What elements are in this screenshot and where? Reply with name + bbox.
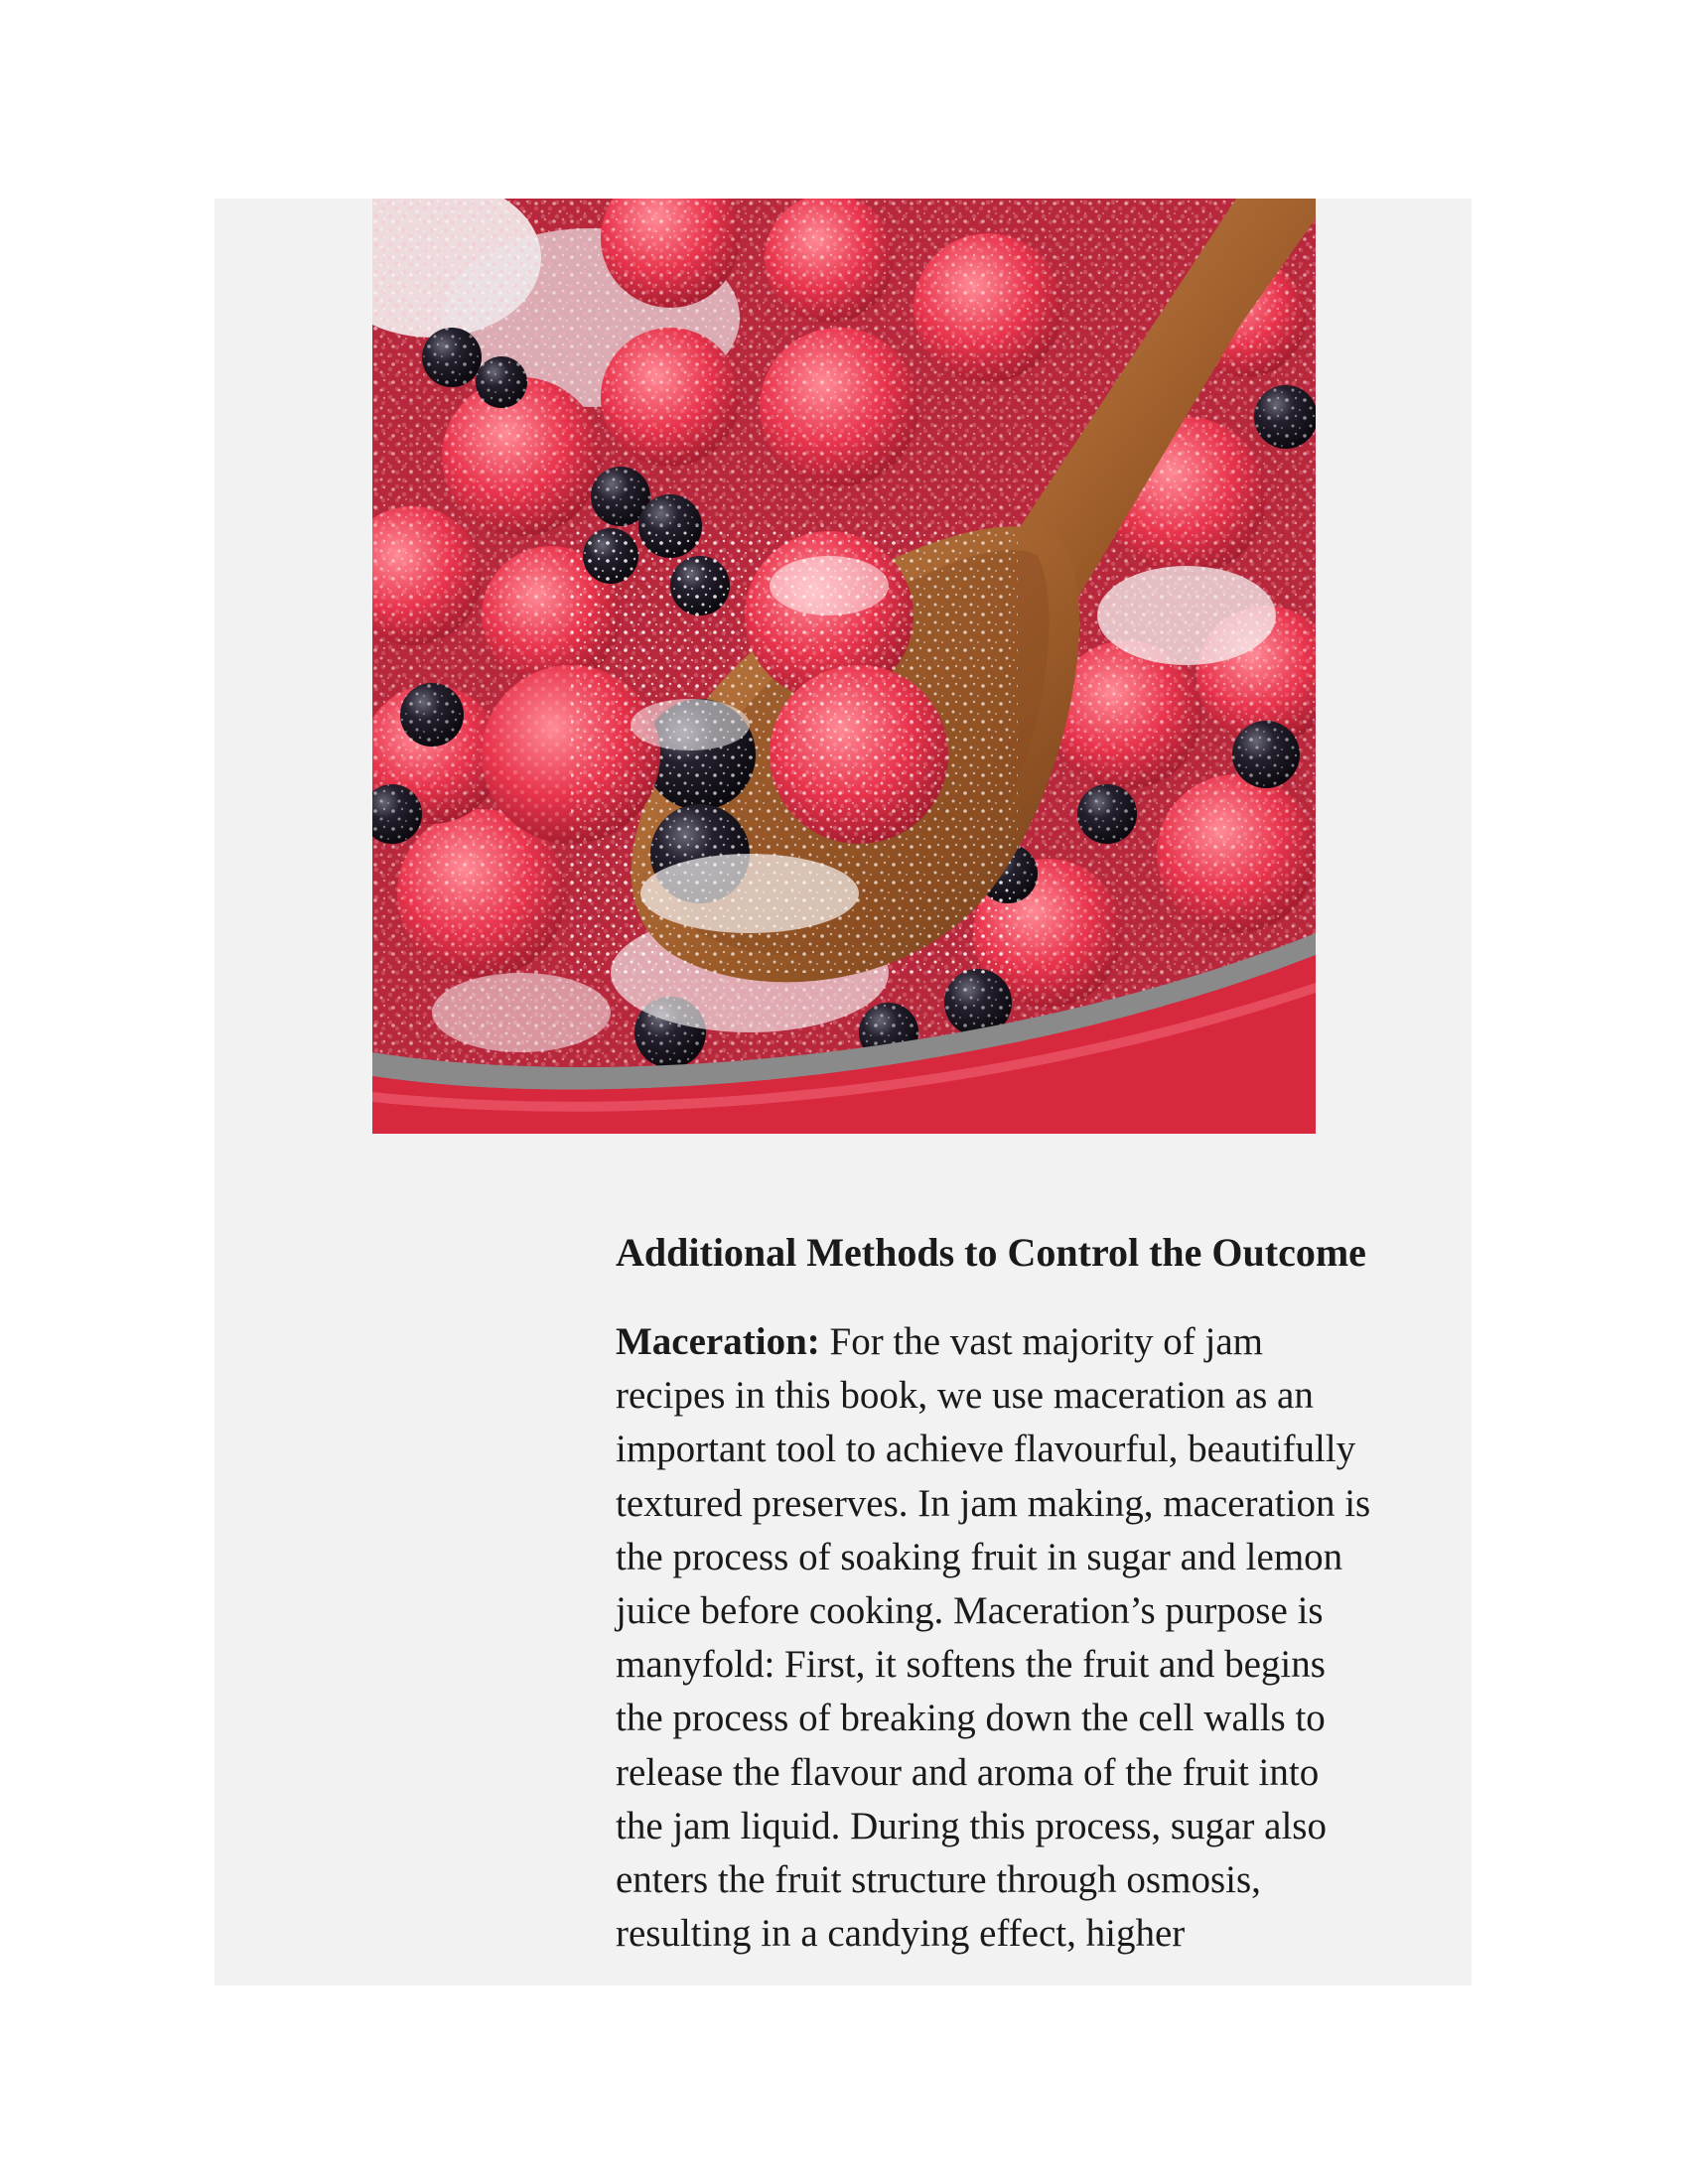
paragraph-line: enters the fruit structure through osmosis, <box>616 1858 1261 1902</box>
text-section <box>616 1226 1440 1961</box>
paragraph-line: juice before cooking. Maceration’s purpose is <box>616 1589 1324 1633</box>
paragraph-line: the process of breaking down the cell walls to <box>616 1697 1326 1740</box>
paragraph-line: the process of soaking fruit in sugar and lemon <box>616 1535 1343 1578</box>
paragraph-line: the jam liquid. During this process, sugar also <box>616 1804 1327 1847</box>
berries-illustration <box>372 199 1316 1134</box>
paragraph-line: recipes in this book, we use maceration as an <box>616 1374 1314 1418</box>
section-heading: Additional Methods to Control the Outcome <box>616 1230 1366 1275</box>
berries-photo <box>372 199 1316 1134</box>
paragraph-line: resulting in a candying effect, higher <box>616 1912 1186 1956</box>
paragraph-line: For the vast majority of jam <box>819 1320 1264 1363</box>
paragraph-line: manyfold: First, it softens the fruit and begins <box>616 1643 1326 1687</box>
maceration-paragraph <box>616 1315 1440 1961</box>
paragraph-line: important tool to achieve flavourful, beautifully <box>616 1428 1356 1471</box>
paragraph-line: release the flavour and aroma of the fruit into <box>616 1750 1320 1794</box>
paragraph-line: textured preserves. In jam making, maceration is <box>616 1481 1371 1525</box>
maceration-term: Maceration: <box>616 1320 820 1363</box>
